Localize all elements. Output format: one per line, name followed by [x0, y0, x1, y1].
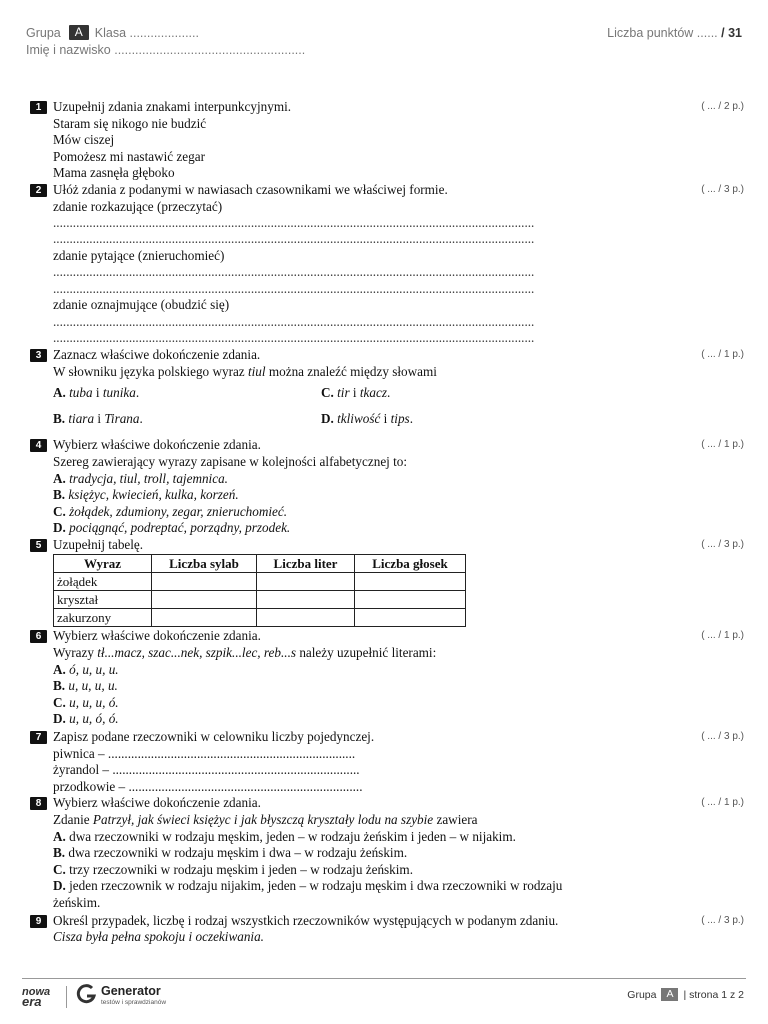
task-points: ( ... / 3 p.) [701, 183, 744, 195]
task-number: 7 [30, 731, 47, 744]
sentence-line: Mama zasnęła głęboko [53, 165, 175, 181]
task-4 [30, 437, 750, 537]
task-quote [53, 929, 750, 946]
answer-line[interactable]: .................................................................................................................................................. [53, 313, 535, 329]
divider [66, 986, 67, 1008]
option-letter: B. [53, 487, 66, 503]
option-word: tunika [102, 385, 136, 401]
option-text: pociągnąć, podreptać, porządny, przodek. [69, 520, 291, 536]
task-number: 9 [30, 915, 47, 928]
points-max: / 31 [721, 25, 742, 40]
option-end: . [409, 411, 413, 427]
option-c[interactable] [53, 862, 750, 879]
table-row [54, 609, 466, 627]
option-word: tkacz [359, 385, 387, 401]
answer-line[interactable]: .................................................................................................................................................. [53, 215, 535, 231]
option-text: dwa rzeczowniki w rodzaju męskim i dwa – w rodzaju żeńskim. [68, 845, 408, 861]
sentence-line: Staram się nikogo nie budzić [53, 115, 207, 131]
table-header: Liczba głosek [355, 555, 466, 573]
generator-subtitle: testów i sprawdzianów [101, 998, 167, 1006]
answer-line[interactable]: .................................................................................................................................................. [53, 280, 535, 296]
prompt-line: zdanie oznajmujące (obudzić się) [53, 296, 230, 312]
option-word: tiara [68, 411, 95, 427]
prompt-line: zdanie pytające (znieruchomieć) [53, 247, 225, 263]
task-1 [30, 99, 750, 182]
option-text: dwa rzeczowniki w rodzaju męskim, jeden – w rodzaju żeńskim i jeden – w nijakim. [69, 828, 516, 844]
option-a[interactable] [53, 471, 750, 488]
table-header-row [54, 555, 466, 573]
table-header: Liczba sylab [152, 555, 257, 573]
task-points: ( ... / 3 p.) [701, 731, 744, 743]
answer-line[interactable]: .................................................................................................................................................. [53, 329, 535, 345]
task-points: ( ... / 1 p.) [701, 439, 744, 451]
stem-text: Wyrazy [53, 645, 98, 661]
option-letter: D. [53, 711, 66, 727]
task-instruction: Wybierz właściwe dokończenie zdania. [53, 437, 261, 453]
logo-text: nowa [22, 985, 51, 998]
option-text: jeden rzeczownik w rodzaju nijakim, jeden – w rodzaju męskim i dwa rzeczowniki w rodzaju żeńskim. [53, 878, 563, 910]
task-3 [30, 347, 750, 437]
table-cell-word: zakurzony [54, 609, 152, 627]
answer-line[interactable]: piwnica – ........................................................................... [53, 745, 356, 761]
task-instruction: Ułóż zdania z podanymi w nawiasach czasownikami we właściwej formie. [53, 181, 448, 197]
stem-text: należy uzupełnić literami: [296, 645, 437, 661]
option-b[interactable] [53, 487, 750, 504]
table-header: Wyraz [54, 555, 152, 573]
option-a[interactable] [53, 829, 750, 846]
option-text: księżyc, kwiecień, kulka, korzeń. [68, 487, 239, 503]
task-stem [53, 645, 750, 662]
task-number: 8 [30, 797, 47, 810]
option-text: u, u, u, u. [68, 678, 118, 694]
task-instruction: Zaznacz właściwe dokończenie zdania. [53, 347, 261, 363]
group-badge: A [69, 25, 89, 40]
class-label: Klasa .................... [94, 25, 199, 40]
option-letter: C. [53, 503, 66, 519]
option-d[interactable] [53, 878, 573, 911]
sentence-line: Pomożesz mi nastawić zegar [53, 148, 205, 164]
page-footer [22, 978, 746, 1009]
option-letter: A. [53, 828, 66, 844]
task-points: ( ... / 3 p.) [701, 914, 744, 926]
table-cell-empty[interactable] [152, 591, 257, 609]
stem-words: tł...macz, szac...nek, szpik...lec, reb...s [97, 645, 297, 661]
task-7 [30, 729, 750, 795]
answer-line[interactable]: .................................................................................................................................................. [53, 264, 535, 280]
stem-text: W słowniku języka polskiego wyraz [53, 363, 248, 379]
table-cell-empty[interactable] [355, 573, 466, 591]
task-number: 2 [30, 184, 47, 197]
option-word: Tirana [104, 411, 140, 427]
table-header: Liczba liter [257, 555, 355, 573]
task-instruction: Określ przypadek, liczbę i rodzaj wszystkich rzeczowników występujących w podanym zdaniu. [53, 912, 559, 928]
answer-line[interactable]: .................................................................................................................................................. [53, 231, 535, 247]
option-text: żołądek, zdumiony, zegar, znieruchomieć. [69, 503, 288, 519]
syllable-table [53, 554, 466, 627]
option-end: . [139, 411, 143, 427]
stem-quote: Patrzył, jak świeci księżyc i jak błyszczą kryształy lodu na szybie [92, 812, 434, 827]
task-stem: Szereg zawierający wyrazy zapisane w kolejności alfabetycznej to: [53, 453, 408, 469]
option-text: tradycja, tiul, troll, tajemnica. [69, 470, 228, 486]
nowa-era-logo [22, 987, 58, 1007]
answer-line[interactable]: żyrandol – ........................................................................... [53, 762, 360, 778]
option-word: tir [337, 385, 350, 401]
task-number: 1 [30, 101, 47, 114]
task-2 [30, 182, 750, 346]
option-a[interactable] [53, 385, 321, 411]
table-cell-empty[interactable] [152, 573, 257, 591]
task-instruction: Wybierz właściwe dokończenie zdania. [53, 628, 261, 644]
option-text: trzy rzeczowniki w rodzaju męskim i jeden – w rodzaju żeńskim. [69, 861, 413, 877]
table-cell-empty[interactable] [257, 609, 355, 627]
stem-word: tiul [247, 363, 266, 379]
task-points: ( ... / 2 p.) [701, 101, 744, 112]
task-instruction: Wybierz właściwe dokończenie zdania. [53, 795, 261, 811]
task-stem [53, 812, 750, 829]
generator-logo-icon [75, 983, 97, 1010]
page-info [627, 988, 744, 1001]
points-label: Liczba punktów ...... [607, 25, 718, 40]
generator-text [101, 983, 167, 1008]
option-letter: D. [321, 411, 334, 427]
task-number: 5 [30, 539, 47, 552]
page-number: | strona 1 z 2 [683, 988, 744, 1001]
option-word: tkliwość [337, 411, 381, 427]
option-conj: i [349, 385, 360, 401]
task-9 [30, 913, 750, 946]
option-letter: C. [53, 861, 66, 877]
table-row [54, 573, 466, 591]
task-stem [53, 364, 750, 381]
footer-group-badge: A [661, 988, 678, 1001]
task-number: 3 [30, 349, 47, 362]
task-instruction: Uzupełnij zdania znakami interpunkcyjnymi. [53, 99, 292, 114]
task-instruction: Zapisz podane rzeczowniki w celowniku liczby pojedynczej. [53, 729, 375, 745]
option-text: u, u, ó, ó. [69, 711, 119, 727]
group-label: Grupa [26, 25, 61, 40]
table-cell-empty[interactable] [355, 591, 466, 609]
table-cell-word: kryształ [54, 591, 152, 609]
option-letter: C. [321, 385, 334, 401]
table-row [54, 591, 466, 609]
option-c[interactable] [53, 695, 750, 712]
option-c[interactable] [321, 385, 589, 411]
task-points: ( ... / 3 p.) [701, 538, 744, 550]
option-b[interactable] [53, 411, 321, 437]
table-cell-word: żołądek [54, 573, 152, 591]
option-letter: A. [53, 470, 66, 486]
task-instruction: Uzupełnij tabelę. [53, 536, 144, 552]
option-a[interactable] [53, 662, 750, 679]
option-letter: D. [53, 520, 66, 536]
option-word: tuba [69, 385, 93, 401]
option-d[interactable] [53, 711, 750, 728]
option-d[interactable] [321, 411, 589, 437]
option-text: ó, u, u, u. [69, 661, 119, 677]
option-conj: i [380, 411, 391, 427]
option-letter: B. [53, 411, 66, 427]
quote-text: Cisza była pełna spokoju i oczekiwania. [53, 929, 264, 945]
prompt-line: zdanie rozkazujące (przeczytać) [53, 198, 223, 214]
option-letter: A. [53, 385, 66, 401]
stem-text: można znaleźć między słowami [265, 363, 437, 379]
task-points: ( ... / 1 p.) [701, 797, 744, 809]
table-cell-empty[interactable] [257, 591, 355, 609]
task-5 [30, 537, 750, 628]
task-points: ( ... / 1 p.) [701, 349, 744, 361]
task-points: ( ... / 1 p.) [701, 630, 744, 642]
generator-title: Generator [101, 983, 161, 998]
options-row [53, 385, 750, 411]
stem-text: Zdanie [53, 812, 93, 827]
name-label: Imię i nazwisko ....................................................... [26, 42, 306, 57]
option-d[interactable] [53, 520, 750, 537]
option-text: u, u, u, ó. [69, 694, 119, 710]
option-word: tips [390, 411, 410, 427]
option-letter: C. [53, 694, 66, 710]
option-letter: D. [53, 878, 66, 894]
task-6 [30, 628, 750, 728]
brand [22, 983, 166, 1010]
stem-text: zawiera [433, 812, 478, 827]
table-cell-empty[interactable] [257, 573, 355, 591]
option-b[interactable] [53, 845, 750, 862]
task-8 [30, 795, 750, 911]
footer-group-label: Grupa [627, 988, 657, 1001]
option-letter: A. [53, 661, 66, 677]
worksheet-content [30, 99, 750, 946]
option-conj: i [94, 411, 105, 427]
logo-text: era [22, 993, 42, 1009]
option-end: . [386, 385, 391, 401]
task-number: 6 [30, 630, 47, 643]
option-conj: i [92, 385, 103, 401]
sentence-line: Mów ciszej [53, 132, 115, 148]
option-letter: B. [53, 678, 66, 694]
points-summary [607, 26, 742, 40]
option-c[interactable] [53, 504, 750, 521]
option-letter: B. [53, 845, 66, 861]
options-row [53, 411, 750, 437]
answer-line[interactable]: przodkowie – ....................................................................... [53, 778, 363, 794]
page-header [26, 24, 742, 58]
table-cell-empty[interactable] [355, 609, 466, 627]
option-b[interactable] [53, 678, 750, 695]
table-cell-empty[interactable] [152, 609, 257, 627]
option-end: . [135, 385, 140, 401]
task-number: 4 [30, 439, 47, 452]
